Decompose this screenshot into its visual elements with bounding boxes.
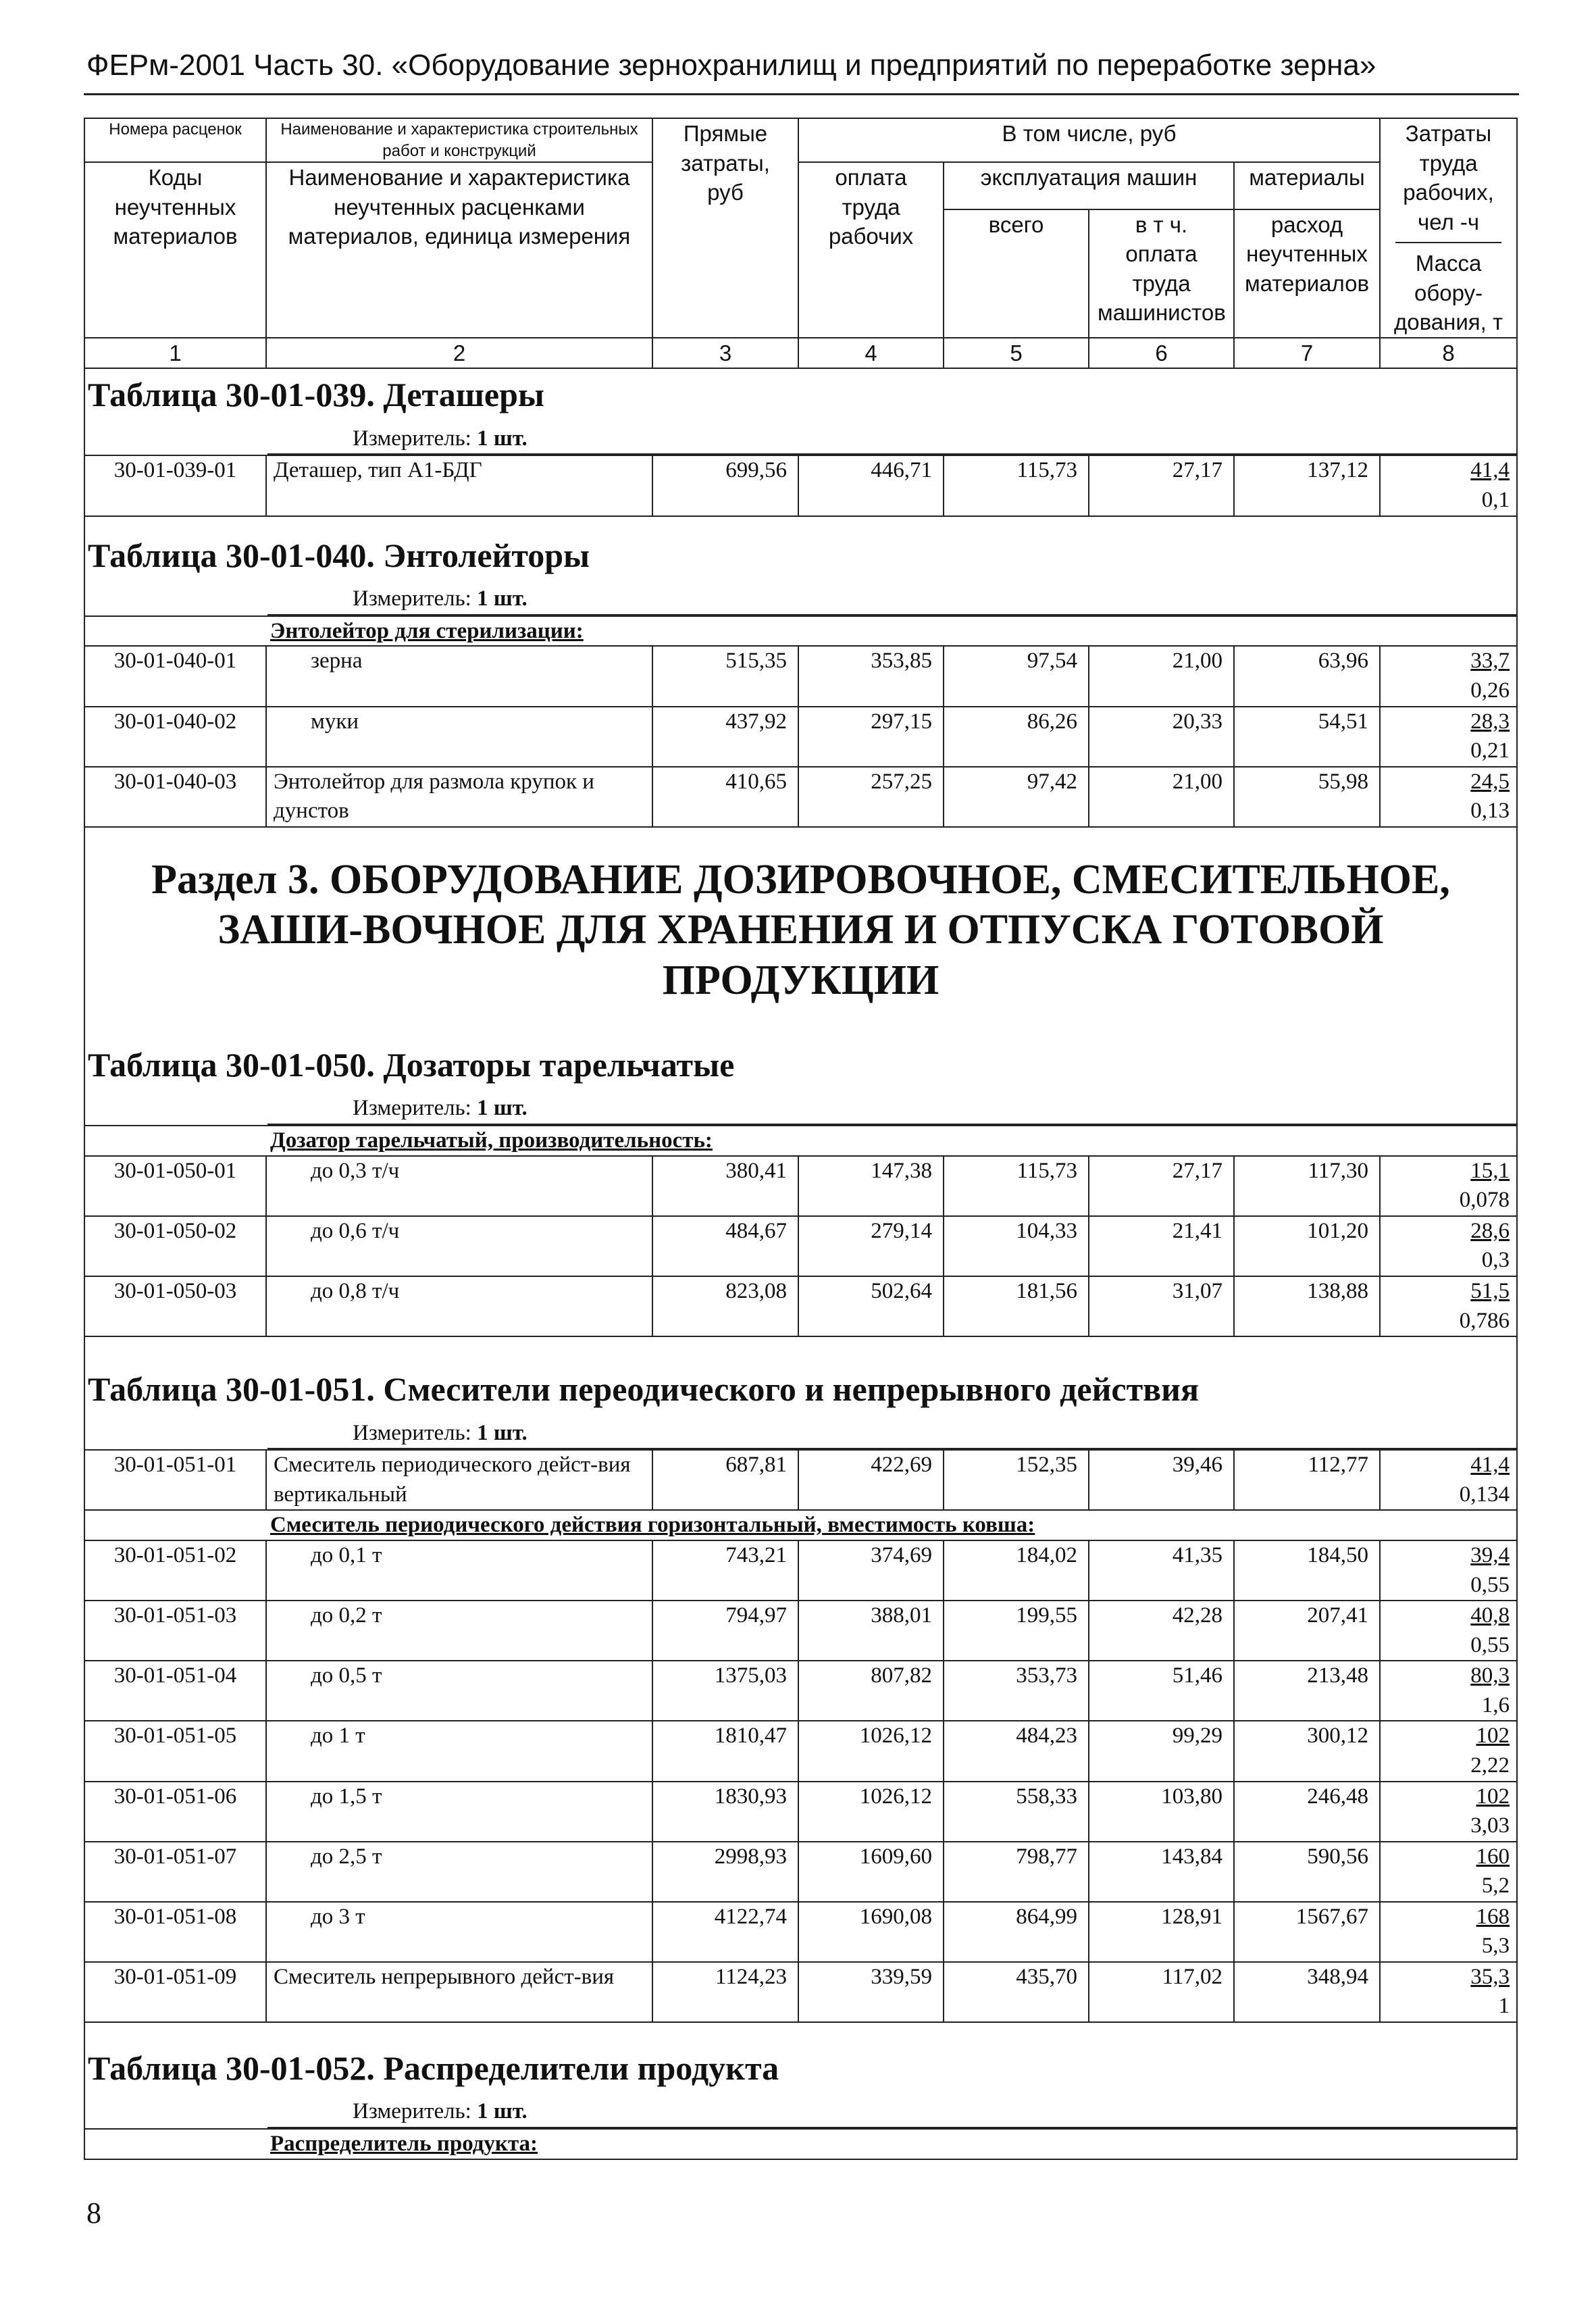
material-cost: 184,50 [1234,1540,1380,1601]
running-header: ФЕРм-2001 Часть 30. «Оборудование зернохранилищ и предприятий по переработке зерна» [86,49,1376,82]
rate-code: 30-01-040-01 [84,646,266,706]
machine-cost: 97,42 [944,767,1089,827]
mass-value: 3,03 [1470,1813,1510,1838]
machine-cost: 152,35 [944,1450,1089,1510]
machine-wage-cost: 117,02 [1089,1962,1234,2022]
mass-value: 5,3 [1481,1934,1510,1959]
rate-name: Деташер, тип А1-БДГ [266,455,652,515]
material-cost: 101,20 [1234,1216,1380,1276]
machine-cost: 115,73 [944,1156,1089,1216]
col-header-machines-wage: в т ч. оплата труда машинистов [1089,209,1234,338]
machine-wage-cost: 21,41 [1089,1216,1234,1276]
machine-wage-cost: 128,91 [1089,1902,1234,1962]
rate-code: 30-01-051-04 [84,1661,266,1721]
group-heading-row [84,1510,1517,1540]
wage-cost: 388,01 [798,1601,944,1661]
spacer-cell [84,1336,1517,1363]
machine-cost: 864,99 [944,1902,1089,1962]
direct-cost: 823,08 [652,1276,798,1336]
meter-value: 1 шт. [477,2099,527,2124]
machine-wage-cost: 27,17 [1089,455,1234,515]
rate-name [266,1721,652,1781]
labor-value: 160 [1476,1844,1510,1869]
meter-row [84,1415,1517,1451]
mass-value: 2,22 [1470,1753,1510,1778]
group-heading-row [84,1126,1517,1156]
spacer-row [84,2022,1517,2042]
meter-row [84,580,1517,616]
meter-line [267,584,1516,615]
labor-mass-cell [1380,1842,1517,1902]
labor-mass-cell [1380,707,1517,767]
rate-name-text: до 1,5 т [311,1784,382,1809]
mass-value: 0,786 [1459,1308,1510,1333]
machine-cost: 558,33 [944,1782,1089,1842]
section-heading: Раздел 3. ОБОРУДОВАНИЕ ДОЗИРОВОЧНОЕ, СМЕСИТЕЛЬНОЕ, ЗАШИ-ВОЧНОЕ ДЛЯ ХРАНЕНИЯ И ОТПУСКА ГОТОВОЙ ПРОДУКЦИИ [84,827,1517,1039]
table-row [84,1962,1517,2022]
labor-value: 102 [1476,1784,1510,1809]
direct-cost: 1810,47 [652,1721,798,1781]
labor-mass-cell [1380,767,1517,827]
labor-value: 35,3 [1470,1964,1510,1989]
labor-mass-cell [1380,1962,1517,2022]
wage-cost: 807,82 [798,1661,944,1721]
spacer-row [84,1336,1517,1363]
meter-value: 1 шт. [477,426,527,451]
meter-cell [84,580,1517,616]
col-number: 7 [1234,338,1380,369]
meter-line [267,1419,1516,1450]
group-heading-row [84,2129,1517,2159]
rate-name-text: до 0,8 т/ч [311,1279,400,1304]
rate-name-text: зерна [311,649,363,674]
group-heading-cell [84,616,1517,647]
meter-value: 1 шт. [477,1096,527,1121]
wage-cost: 297,15 [798,707,944,767]
rate-code: 30-01-051-08 [84,1902,266,1962]
direct-cost: 794,97 [652,1601,798,1661]
machine-wage-cost: 42,28 [1089,1601,1234,1661]
table-title-row [84,530,1517,581]
rate-code: 30-01-051-03 [84,1601,266,1661]
labor-value: 168 [1476,1904,1510,1929]
material-cost: 207,41 [1234,1601,1380,1661]
machine-cost: 798,77 [944,1842,1089,1902]
meter-line [267,2097,1516,2128]
wage-cost: 257,25 [798,767,944,827]
labor-value: 39,4 [1470,1543,1510,1568]
rate-name [266,1661,652,1721]
col-number: 1 [84,338,266,369]
rate-code: 30-01-051-05 [84,1721,266,1781]
direct-cost: 437,92 [652,707,798,767]
machine-wage-cost: 41,35 [1089,1540,1234,1601]
labor-mass-cell [1380,1601,1517,1661]
machine-cost: 181,56 [944,1276,1089,1336]
rate-name-text: до 2,5 т [311,1844,382,1869]
material-cost: 112,77 [1234,1450,1380,1510]
rate-name [266,646,652,706]
group-heading: Энтолейтор для стерилизации: [270,618,584,643]
machine-cost: 199,55 [944,1601,1089,1661]
table-title: Таблица 30-01-050. Дозаторы тарельчатые [84,1039,1517,1090]
labor-value: 80,3 [1470,1663,1510,1688]
wage-cost: 1690,08 [798,1902,944,1962]
machine-cost: 184,02 [944,1540,1089,1601]
labor-mass-cell [1380,646,1517,706]
rate-code: 30-01-051-01 [84,1450,266,1510]
spacer-cell [84,2022,1517,2042]
group-heading-cell [84,1510,1517,1540]
direct-cost: 743,21 [652,1540,798,1601]
material-cost: 348,94 [1234,1962,1380,2022]
col-header-materials-sub: расход неучтенных материалов [1234,209,1380,338]
machine-cost: 435,70 [944,1962,1089,2022]
material-cost: 213,48 [1234,1661,1380,1721]
mass-value: 5,2 [1481,1873,1510,1898]
labor-mass-cell [1380,1156,1517,1216]
labor-mass-cell [1380,1276,1517,1336]
wage-cost: 1609,60 [798,1842,944,1902]
meter-row [84,420,1517,456]
rates-table [84,118,1518,2160]
table-row [84,707,1517,767]
meter-label: Измеритель: [353,426,471,451]
labor-top-label: Затраты труда рабочих, чел -ч [1395,119,1501,243]
col-header-labor [1380,118,1517,338]
rate-code: 30-01-040-02 [84,707,266,767]
labor-mass-cell [1380,1661,1517,1721]
col-header-machines: эксплуатация машин [944,162,1234,209]
machine-cost: 86,26 [944,707,1089,767]
rate-name-text: до 0,2 т [311,1603,382,1628]
machine-cost: 115,73 [944,455,1089,515]
col-number: 6 [1089,338,1234,369]
labor-value: 28,3 [1470,709,1510,734]
wage-cost: 339,59 [798,1962,944,2022]
labor-mass-cell [1380,1216,1517,1276]
table-row [84,1450,1517,1510]
table-row [84,1842,1517,1902]
group-heading: Смеситель периодического действия горизонтальный, вместимость ковша: [270,1513,1035,1538]
rate-code: 30-01-050-01 [84,1156,266,1216]
rate-code: 30-01-050-03 [84,1276,266,1336]
table-title-row [84,2042,1517,2094]
direct-cost: 1124,23 [652,1962,798,2022]
labor-mass-cell [1380,1782,1517,1842]
col-number: 3 [652,338,798,369]
material-cost: 117,30 [1234,1156,1380,1216]
table-title: Таблица 30-01-051. Смесители переодического и непрерывного действия [84,1363,1517,1415]
rate-name [266,1782,652,1842]
meter-line [267,1094,1516,1125]
rate-name [266,1540,652,1601]
table-row [84,1276,1517,1336]
mass-value: 0,55 [1470,1632,1510,1657]
labor-value: 24,5 [1470,769,1510,794]
machine-cost: 484,23 [944,1721,1089,1781]
rate-name [266,1156,652,1216]
header-row-1 [84,118,1517,162]
wage-cost: 279,14 [798,1216,944,1276]
col-header-machines-total: всего [944,209,1089,338]
material-cost: 54,51 [1234,707,1380,767]
wage-cost: 422,69 [798,1450,944,1510]
table-row [84,1601,1517,1661]
group-heading-cell [84,1126,1517,1156]
machine-wage-cost: 51,46 [1089,1661,1234,1721]
table-title: Таблица 30-01-052. Распределители продукта [84,2042,1517,2094]
rate-name [266,1276,652,1336]
table-row [84,1216,1517,1276]
rate-name [266,1216,652,1276]
table-row [84,767,1517,827]
meter-row [84,1090,1517,1126]
col-header-wage: оплата труда рабочих [798,162,944,337]
wage-cost: 446,71 [798,455,944,515]
material-cost: 1567,67 [1234,1902,1380,1962]
group-heading-row [84,616,1517,647]
table-row [84,455,1517,515]
wage-cost: 1026,12 [798,1721,944,1781]
mass-value: 0,078 [1459,1188,1510,1213]
labor-value: 40,8 [1470,1603,1510,1628]
machine-wage-cost: 99,29 [1089,1721,1234,1781]
page-number: 8 [86,2196,101,2230]
table-title-row [84,1363,1517,1415]
wage-cost: 502,64 [798,1276,944,1336]
meter-label: Измеритель: [353,586,471,611]
material-cost: 590,56 [1234,1842,1380,1902]
meter-cell [84,1415,1517,1451]
group-heading: Распределитель продукта: [270,2131,538,2156]
machine-wage-cost: 39,46 [1089,1450,1234,1510]
mass-value: 0,13 [1470,799,1510,824]
material-cost: 138,88 [1234,1276,1380,1336]
meter-row [84,2093,1517,2129]
labor-value: 33,7 [1470,649,1510,674]
meter-cell [84,1090,1517,1126]
mass-value: 0,134 [1459,1482,1510,1507]
material-cost: 63,96 [1234,646,1380,706]
meter-label: Измеритель: [353,1096,471,1121]
group-heading-cell [84,2129,1517,2159]
labor-mass-cell [1380,1450,1517,1510]
machine-wage-cost: 27,17 [1089,1156,1234,1216]
col-header-codes-top: Номера расценок [84,118,266,162]
machine-cost: 353,73 [944,1661,1089,1721]
column-number-row [84,338,1517,369]
wage-cost: 353,85 [798,646,944,706]
spacer-row [84,516,1517,530]
header-rule [84,93,1519,95]
section-heading-row [84,827,1517,1039]
machine-wage-cost: 103,80 [1089,1782,1234,1842]
mass-value: 0,21 [1470,738,1510,763]
labor-mass-cell [1380,1721,1517,1781]
rate-name: Энтолейтор для размола крупок и дунстов [266,767,652,827]
table-title: Таблица 30-01-040. Энтолейторы [84,530,1517,581]
rate-name [266,1902,652,1962]
col-header-codes-bottom: Коды неучтенных материалов [84,162,266,337]
direct-cost: 4122,74 [652,1902,798,1962]
material-cost: 137,12 [1234,455,1380,515]
direct-cost: 699,56 [652,455,798,515]
labor-value: 102 [1476,1724,1510,1749]
table-row [84,1540,1517,1601]
table-row [84,1156,1517,1216]
meter-label: Измеритель: [353,2099,471,2124]
rate-code: 30-01-050-02 [84,1216,266,1276]
material-cost: 246,48 [1234,1782,1380,1842]
meter-label: Измеритель: [353,1420,471,1445]
mass-value: 0,26 [1470,678,1510,703]
machine-wage-cost: 21,00 [1089,646,1234,706]
rate-name-text: до 1 т [311,1724,365,1749]
direct-cost: 2998,93 [652,1842,798,1902]
wage-cost: 374,69 [798,1540,944,1601]
spacer-cell [84,516,1517,530]
machine-cost: 104,33 [944,1216,1089,1276]
labor-value: 41,4 [1470,1453,1510,1478]
mass-value: 0,55 [1470,1572,1510,1597]
col-number: 8 [1380,338,1517,369]
rate-name [266,707,652,767]
meter-line [267,424,1516,455]
labor-value: 15,1 [1470,1158,1510,1183]
col-number: 5 [944,338,1089,369]
labor-value: 28,6 [1470,1218,1510,1243]
table-row [84,1661,1517,1721]
mass-value: 1 [1498,1994,1510,2019]
meter-cell [84,420,1517,456]
col-header-materials: материалы [1234,162,1380,209]
rate-name [266,1601,652,1661]
col-number: 2 [266,338,652,369]
rate-code: 30-01-039-01 [84,455,266,515]
material-cost: 55,98 [1234,767,1380,827]
table-row [84,646,1517,706]
meter-cell [84,2093,1517,2129]
direct-cost: 1830,93 [652,1782,798,1842]
rate-name: Смеситель непрерывного дейст-вия [266,1962,652,2022]
col-header-including: В том числе, руб [798,118,1380,162]
meter-value: 1 шт. [477,586,527,611]
table-row [84,1721,1517,1781]
labor-mass-cell [1380,1540,1517,1601]
rate-name-text: до 0,5 т [311,1663,382,1688]
rate-name: Смеситель периодического дейст-вия вертикальный [266,1450,652,1510]
col-header-name-top: Наименование и характеристика строительных работ и конструкций [266,118,652,162]
labor-mass-cell [1380,455,1517,515]
rate-code: 30-01-051-02 [84,1540,266,1601]
labor-value: 51,5 [1470,1279,1510,1304]
rate-name-text: до 3 т [311,1904,365,1929]
mass-value: 0,1 [1481,487,1510,512]
col-header-name-bottom: Наименование и характеристика неучтенных расценками материалов, единица измерения [266,162,652,337]
machine-cost: 97,54 [944,646,1089,706]
table-title-row [84,1039,1517,1090]
machine-wage-cost: 21,00 [1089,767,1234,827]
mass-value: 0,3 [1481,1248,1510,1273]
meter-value: 1 шт. [477,1420,527,1445]
wage-cost: 1026,12 [798,1782,944,1842]
direct-cost: 515,35 [652,646,798,706]
direct-cost: 380,41 [652,1156,798,1216]
rate-name-text: до 0,3 т/ч [311,1158,400,1183]
direct-cost: 687,81 [652,1450,798,1510]
table-title-row [84,368,1517,420]
mass-value: 1,6 [1481,1692,1510,1717]
rate-name-text: муки [311,709,359,734]
machine-wage-cost: 143,84 [1089,1842,1234,1902]
wage-cost: 147,38 [798,1156,944,1216]
rate-code: 30-01-051-09 [84,1962,266,2022]
col-number: 4 [798,338,944,369]
rate-code: 30-01-051-06 [84,1782,266,1842]
header-row-2 [84,162,1517,209]
direct-cost: 1375,03 [652,1661,798,1721]
machine-wage-cost: 20,33 [1089,707,1234,767]
direct-cost: 410,65 [652,767,798,827]
labor-value: 41,4 [1470,458,1510,483]
group-heading: Дозатор тарельчатый, производительность: [270,1128,713,1153]
table-row [84,1782,1517,1842]
table-row [84,1902,1517,1962]
rate-code: 30-01-051-07 [84,1842,266,1902]
table-title: Таблица 30-01-039. Деташеры [84,368,1517,420]
labor-bottom-label: Масса обору-дования, т [1393,251,1503,335]
rate-name [266,1842,652,1902]
labor-mass-cell [1380,1902,1517,1962]
rate-name-text: до 0,6 т/ч [311,1218,400,1243]
rate-code: 30-01-040-03 [84,767,266,827]
material-cost: 300,12 [1234,1721,1380,1781]
machine-wage-cost: 31,07 [1089,1276,1234,1336]
col-header-direct: Прямые затраты, руб [652,118,798,338]
direct-cost: 484,67 [652,1216,798,1276]
rate-name-text: до 0,1 т [311,1543,382,1568]
